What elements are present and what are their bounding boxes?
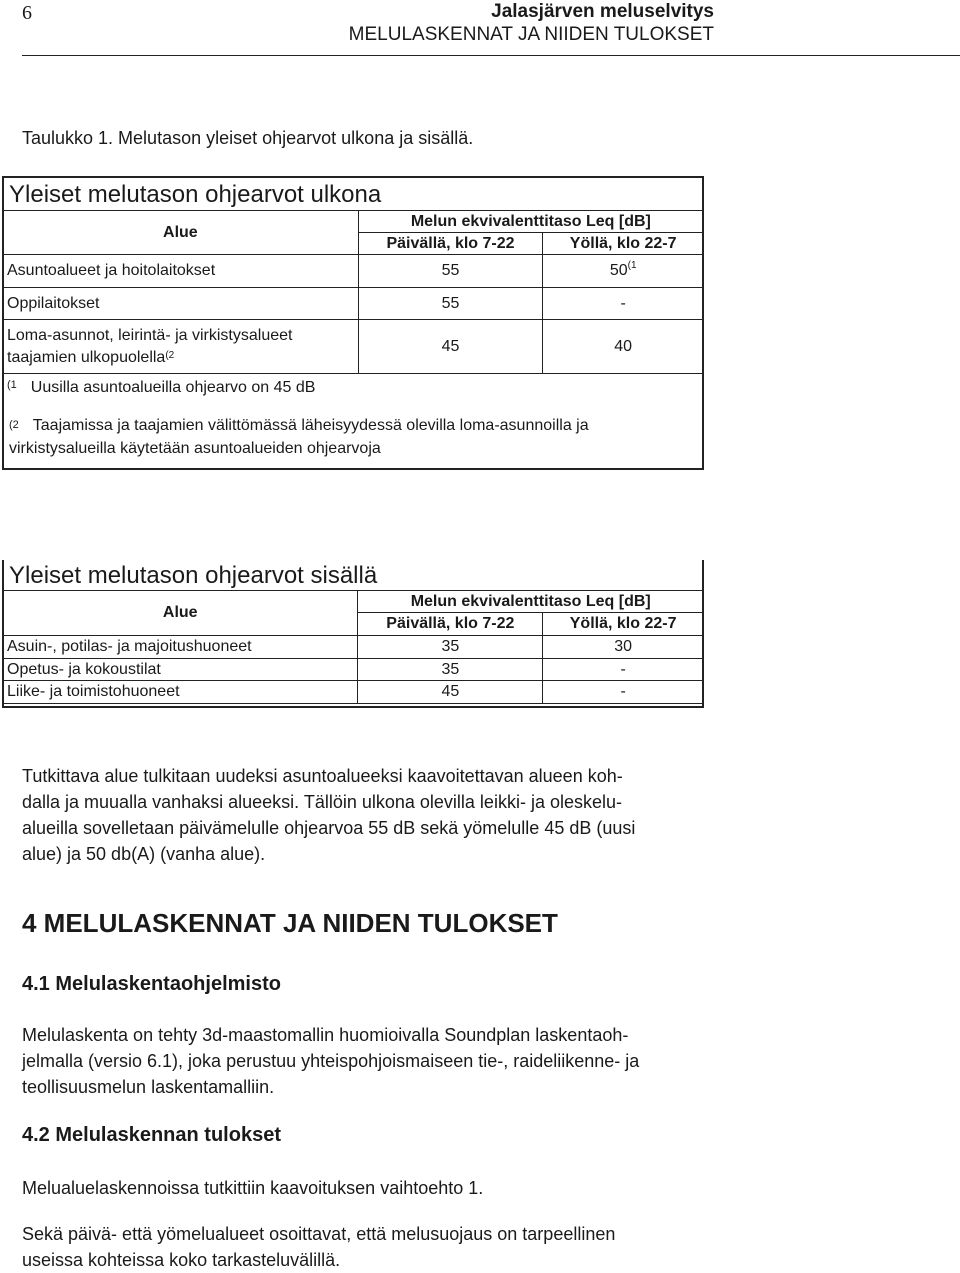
col-night-header: Yöllä, klo 22-7: [543, 613, 704, 636]
outdoor-guidelines-box: [2, 176, 704, 470]
running-subtitle: MELULASKENNAT JA NIIDEN TULOKSET: [348, 24, 714, 45]
col-day-header: Päivällä, klo 7-22: [358, 233, 543, 255]
row-night: -: [543, 288, 704, 320]
row-area: Opetus- ja kokoustilat: [3, 659, 358, 681]
row-day: 45: [358, 681, 543, 704]
row-day: 35: [358, 636, 543, 659]
table-row: [3, 288, 704, 320]
page-number: 6: [22, 2, 32, 24]
row-day: 55: [358, 288, 543, 320]
row-area: Loma-asunnot, leirintä- ja virkistysalueet taajamien ulkopuolella$^{(2}$: [3, 320, 359, 374]
row-area: Asuntoalueet ja hoitolaitokset: [3, 255, 359, 288]
section-heading-4-2: 4.2 Melulaskennan tulokset: [22, 1124, 281, 1146]
footnote-1: $^{(1}$ Uusilla asuntoalueilla ohjearvo on 45 dB: [3, 374, 359, 402]
row-night: 40: [543, 320, 704, 374]
running-title: Jalasjärven meluselvitys: [491, 1, 714, 22]
footnote-ref: (2: [165, 349, 175, 361]
paragraph-software: Melulaskenta on tehty 3d-maastomallin huomioivalla Soundplan laskentaoh- jelmalla (versio 6.1), joka perustuu yhteispohjoismaiseen tie-, raideliikenne- ja teollisuusmelun laskentamalliin.: [22, 1025, 640, 1097]
row-night: -: [543, 681, 704, 704]
outdoor-table: [2, 210, 704, 402]
table-caption: Taulukko 1. Melutason yleiset ohjearvot ulkona ja sisällä.: [22, 128, 474, 148]
row-area: Liike- ja toimistohuoneet: [3, 681, 358, 704]
paragraph-results-1: Melualuelaskennoissa tutkittiin kaavoituksen vaihtoehto 1.: [22, 1178, 484, 1198]
indoor-title: Yleiset melutason ohjearvot sisällä: [9, 562, 378, 589]
indoor-guidelines-box: [2, 560, 704, 708]
footnote-ref: (1: [627, 260, 637, 271]
header-rule: [22, 55, 960, 56]
col-area-header: Alue: [3, 591, 358, 636]
section-heading-4: 4 MELULASKENNAT JA NIIDEN TULOKSET: [22, 908, 558, 938]
table-row: [3, 636, 704, 659]
col-level-header: Melun ekvivalenttitaso Leq [dB]: [358, 211, 703, 233]
row-area: Oppilaitokset: [3, 288, 359, 320]
row-area: Asuin-, potilas- ja majoitushuoneet: [3, 636, 358, 659]
row-night: -: [543, 659, 704, 681]
indoor-table: [2, 590, 704, 704]
footnote-2: $^{(2}$ Taajamissa ja taajamien välittömässä läheisyydessä olevilla loma-asunnoilla ja virkistysalueilla käytetään asuntoalueiden ohjearvoja: [9, 417, 589, 457]
col-day-header: Päivällä, klo 7-22: [358, 613, 543, 636]
outdoor-title: Yleiset melutason ohjearvot ulkona: [9, 181, 382, 208]
col-level-header: Melun ekvivalenttitaso Leq [dB]: [358, 591, 704, 613]
row-day: 45: [358, 320, 543, 374]
paragraph-results-2: Sekä päivä- että yömelualueet osoittavat, että melusuojaus on tarpeellinen useissa kohteissa koko tarkasteluvälillä.: [22, 1224, 616, 1270]
table-row: [3, 255, 704, 288]
table-row: [3, 681, 704, 704]
section-heading-4-1: 4.1 Melulaskentaohjelmisto: [22, 973, 281, 995]
table-row: [3, 320, 704, 374]
row-night: 50$^{(1}$: [543, 255, 704, 288]
row-day: 55: [358, 255, 543, 288]
col-night-header: Yöllä, klo 22-7: [543, 233, 704, 255]
col-area-header: Alue: [3, 211, 359, 255]
paragraph-area-classification: Tutkittava alue tulkitaan uudeksi asuntoalueeksi kaavoitettavan alueen koh- dalla ja muualla vanhaksi alueeksi. Tällöin ulkona olevilla leikki- ja oleskelu- alueilla sovelletaan päivämelulle ohjearvoa 55 dB sekä yömelulle 45 dB (uusi alue) ja 50 db(A) (vanha alue).: [22, 766, 636, 864]
row-night: 30: [543, 636, 704, 659]
row-day: 35: [358, 659, 543, 681]
table-row: [3, 659, 704, 681]
